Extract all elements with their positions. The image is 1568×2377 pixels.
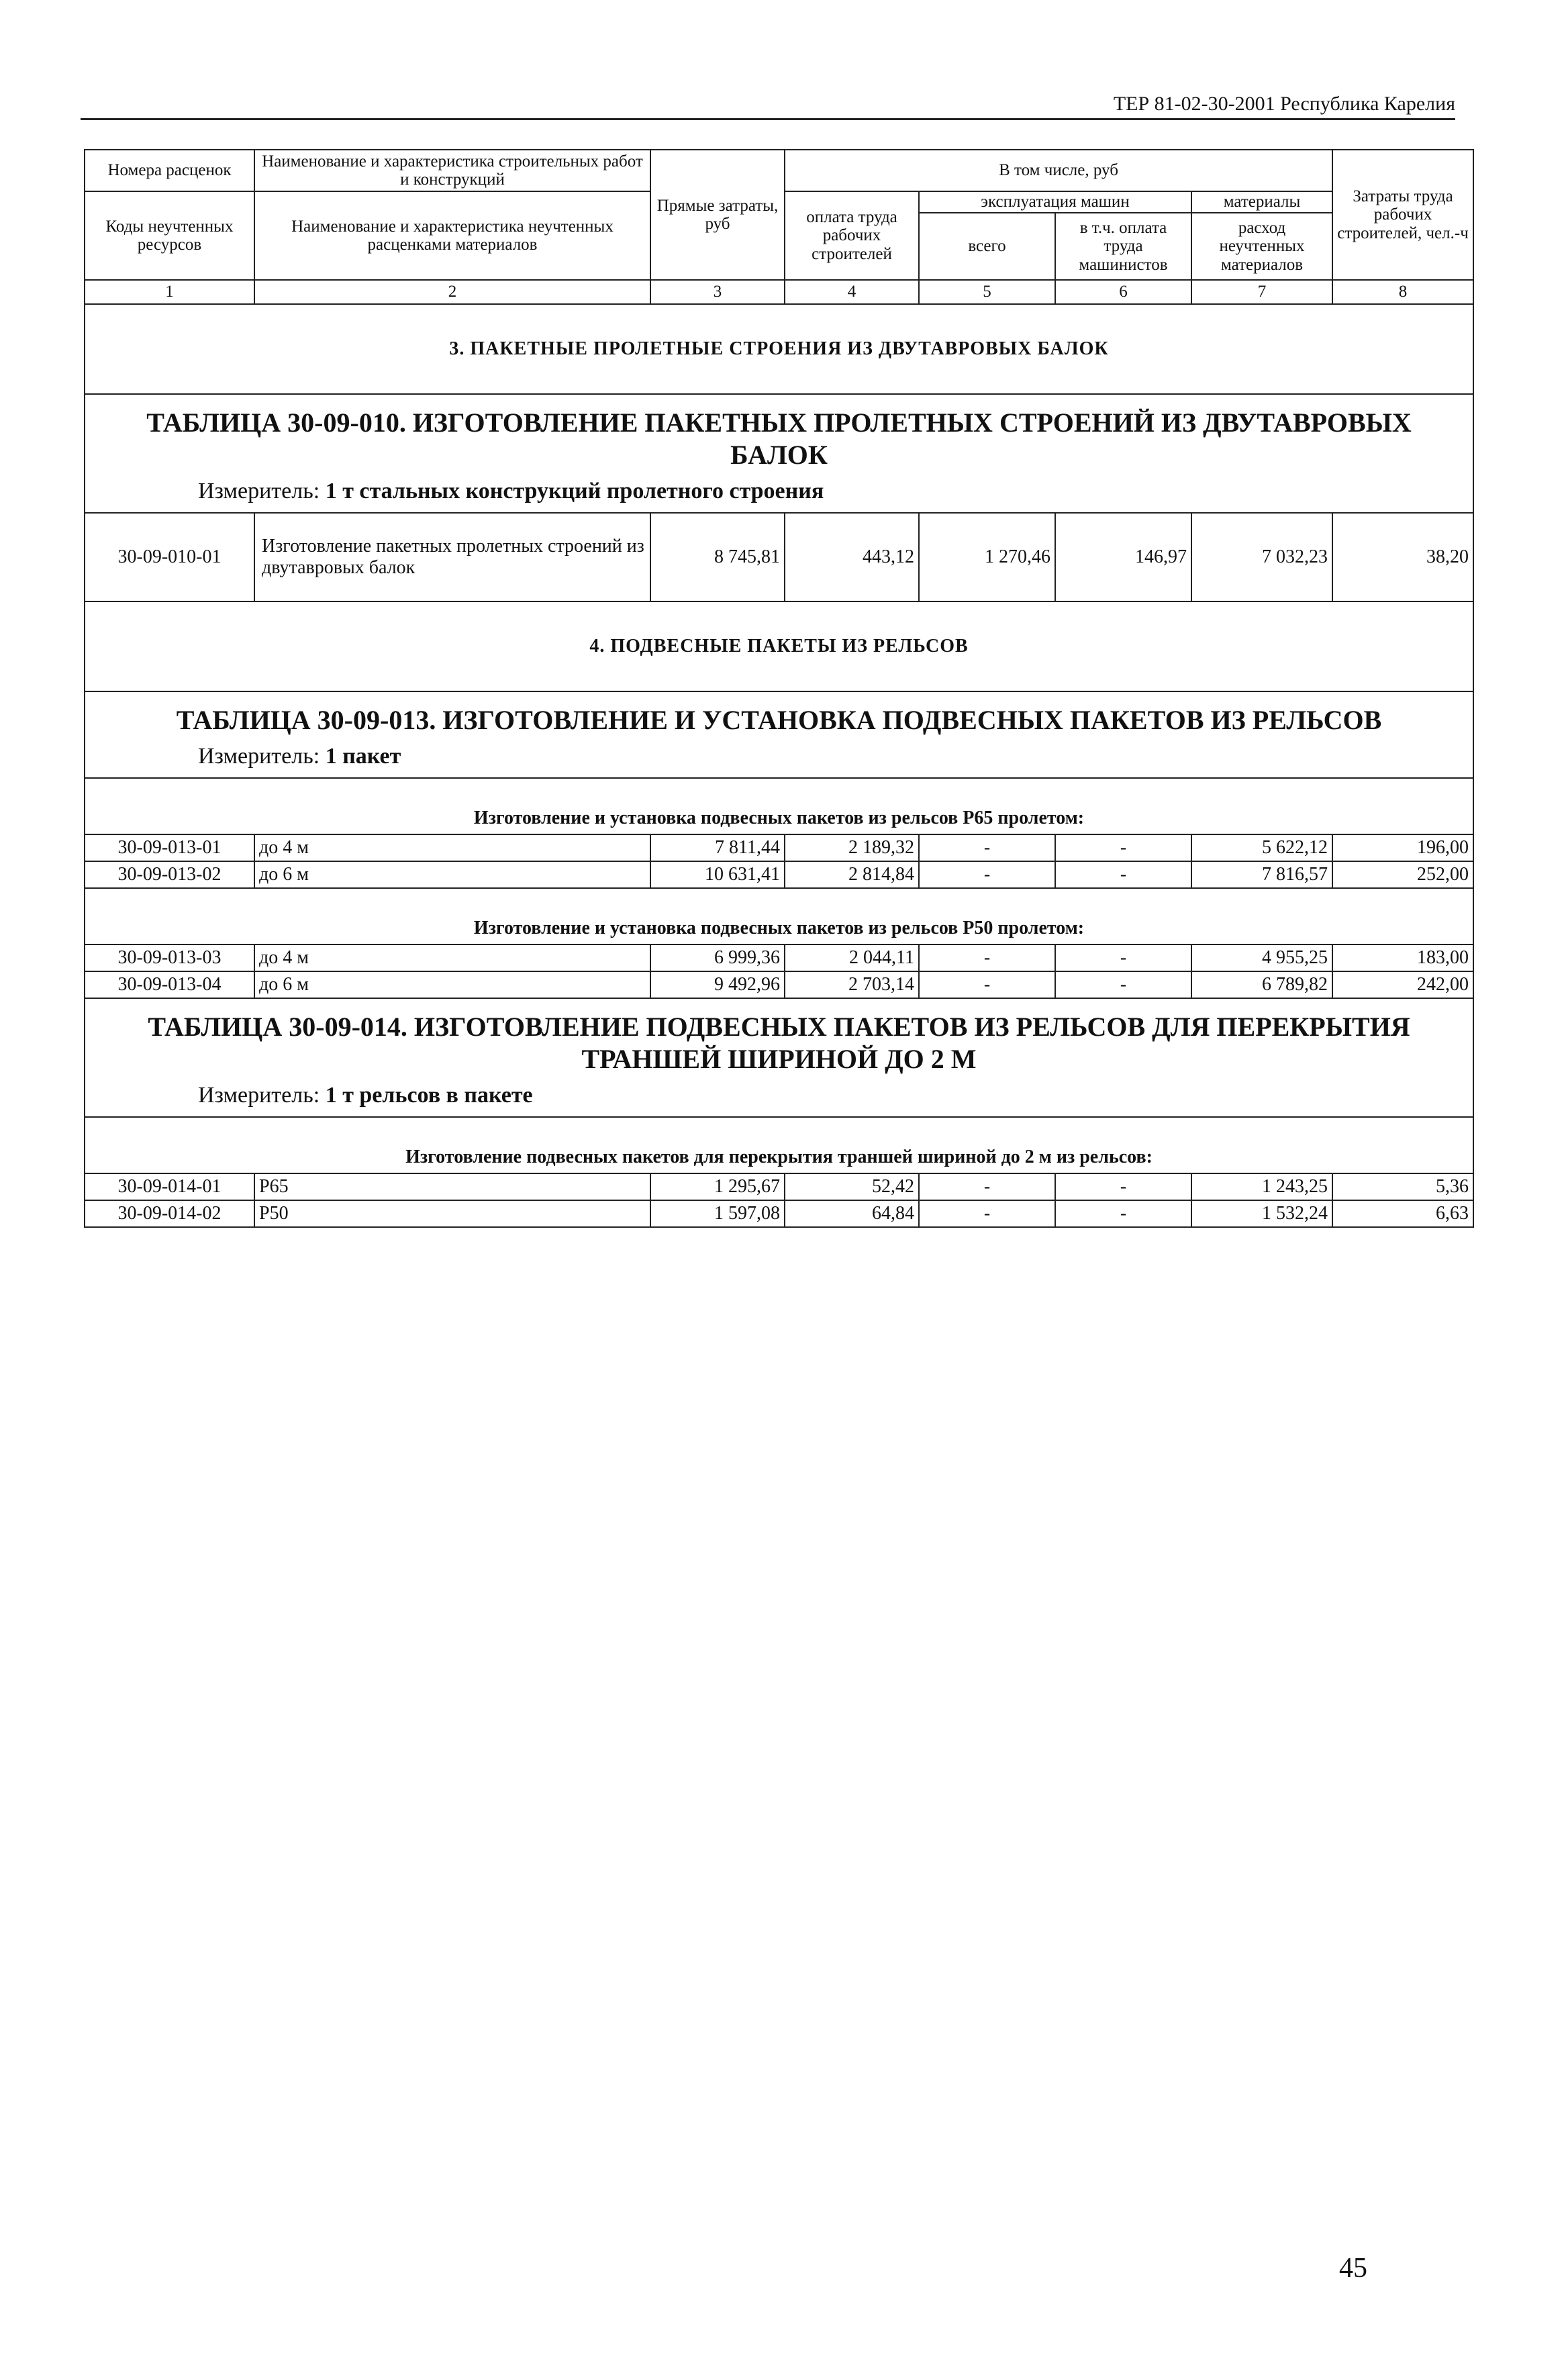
header-machines: эксплуатация машин [919,191,1191,213]
machinist-pay: - [1055,834,1191,861]
col-number: 5 [919,280,1055,304]
direct-costs: 7 811,44 [650,834,785,861]
table-row [85,1173,1473,1200]
table-title: ТАБЛИЦА 30-09-010. ИЗГОТОВЛЕНИЕ ПАКЕТНЫХ ПРОЛЕТНЫХ СТРОЕНИЙ ИЗ ДВУТАВРОВЫХ БАЛОК [146,407,1412,470]
col-number: 3 [650,280,785,304]
table-row [85,834,1473,861]
machines-total: 1 270,46 [919,513,1055,601]
col-number: 6 [1055,280,1191,304]
header-machines-total: всего [919,213,1055,280]
measure-value: 1 т стальных конструкций пролетного строения [325,479,824,503]
machinist-pay: - [1055,1200,1191,1227]
rate-code: 30-09-013-04 [85,971,254,998]
col-number: 4 [785,280,919,304]
table-row [85,1200,1473,1227]
page-number: 45 [1339,2253,1367,2284]
materials: 7 816,57 [1191,861,1332,888]
table-row [85,513,1473,601]
labor-hours: 38,20 [1332,513,1473,601]
machinist-pay: - [1055,971,1191,998]
measure-line [97,478,1461,504]
col-number: 1 [85,280,254,304]
header-work-name: Наименование и характеристика строительных работ и конструкций [254,150,650,191]
materials: 6 789,82 [1191,971,1332,998]
header-materials-name: Наименование и характеристика неучтенных расценками материалов [254,191,650,280]
table-heading [85,691,1473,778]
work-name: до 4 м [254,834,650,861]
table-heading [85,998,1473,1117]
rate-code: 30-09-014-01 [85,1173,254,1200]
header-rate-numbers: Номера расценок [85,150,254,191]
group-subheading: Изготовление и установка подвесных пакетов из рельсов Р50 пролетом: [85,888,1473,944]
labor-pay: 2 044,11 [785,944,919,971]
header-material-use: расход неучтенных материалов [1191,213,1332,280]
direct-costs: 10 631,41 [650,861,785,888]
work-name: до 6 м [254,861,650,888]
materials: 4 955,25 [1191,944,1332,971]
machinist-pay: - [1055,1173,1191,1200]
col-number: 7 [1191,280,1332,304]
labor-pay: 64,84 [785,1200,919,1227]
rates-table [84,149,1474,1228]
materials: 7 032,23 [1191,513,1332,601]
table-row [85,861,1473,888]
materials: 1 243,25 [1191,1173,1332,1200]
measure-line [97,743,1461,769]
machines-total: - [919,1200,1055,1227]
labor-hours: 6,63 [1332,1200,1473,1227]
header-labor-pay: оплата труда рабочих строителей [785,191,919,280]
rate-code: 30-09-013-02 [85,861,254,888]
table-title: ТАБЛИЦА 30-09-013. ИЗГОТОВЛЕНИЕ И УСТАНОВКА ПОДВЕСНЫХ ПАКЕТОВ ИЗ РЕЛЬСОВ [176,705,1382,736]
machinist-pay: - [1055,861,1191,888]
rate-code: 30-09-013-03 [85,944,254,971]
labor-hours: 252,00 [1332,861,1473,888]
machines-total: - [919,861,1055,888]
materials: 5 622,12 [1191,834,1332,861]
direct-costs: 1 295,67 [650,1173,785,1200]
table-row [85,944,1473,971]
col-number: 8 [1332,280,1473,304]
section-title: 3. ПАКЕТНЫЕ ПРОЛЕТНЫЕ СТРОЕНИЯ ИЗ ДВУТАВРОВЫХ БАЛОК [85,304,1473,394]
table-title: ТАБЛИЦА 30-09-014. ИЗГОТОВЛЕНИЕ ПОДВЕСНЫХ ПАКЕТОВ ИЗ РЕЛЬСОВ ДЛЯ ПЕРЕКРЫТИЯ ТРАНШЕЙ ШИРИНОЙ ДО 2 М [148,1012,1410,1075]
group-subheading: Изготовление подвесных пакетов для перекрытия траншей шириной до 2 м из рельсов: [85,1117,1473,1173]
header-resource-codes: Коды неучтенных ресурсов [85,191,254,280]
header-materials: материалы [1191,191,1332,213]
work-name: до 6 м [254,971,650,998]
machines-total: - [919,834,1055,861]
section-title: 4. ПОДВЕСНЫЕ ПАКЕТЫ ИЗ РЕЛЬСОВ [85,601,1473,691]
measure-value: 1 т рельсов в пакете [325,1083,533,1108]
table-heading [85,394,1473,513]
work-name: Изготовление пакетных пролетных строений из двутавровых балок [254,513,650,601]
measure-line [97,1082,1461,1108]
group-subheading: Изготовление и установка подвесных пакетов из рельсов Р65 пролетом: [85,778,1473,834]
direct-costs: 8 745,81 [650,513,785,601]
work-name: Р65 [254,1173,650,1200]
rate-code: 30-09-010-01 [85,513,254,601]
work-name: Р50 [254,1200,650,1227]
measure-value: 1 пакет [325,744,401,769]
measure-label: Измеритель: [198,479,320,503]
materials: 1 532,24 [1191,1200,1332,1227]
machinist-pay: 146,97 [1055,513,1191,601]
machines-total: - [919,971,1055,998]
labor-pay: 2 703,14 [785,971,919,998]
table-row [85,971,1473,998]
col-number: 2 [254,280,650,304]
labor-hours: 5,36 [1332,1173,1473,1200]
labor-pay: 2 189,32 [785,834,919,861]
machines-total: - [919,1173,1055,1200]
measure-label: Измеритель: [198,1083,320,1108]
labor-pay: 443,12 [785,513,919,601]
labor-pay: 52,42 [785,1173,919,1200]
machinist-pay: - [1055,944,1191,971]
running-header: ТЕР 81-02-30-2001 Республика Карелия [81,93,1455,120]
header-including: В том числе, руб [785,150,1332,191]
header-machinist-pay: в т.ч. оплата труда машинистов [1055,213,1191,280]
measure-label: Измеритель: [198,744,320,769]
rate-code: 30-09-014-02 [85,1200,254,1227]
direct-costs: 6 999,36 [650,944,785,971]
rate-code: 30-09-013-01 [85,834,254,861]
header-labor-hours: Затраты труда рабочих строителей, чел.-ч [1332,150,1473,280]
labor-pay: 2 814,84 [785,861,919,888]
header-direct-costs: Прямые затраты, руб [650,150,785,280]
machines-total: - [919,944,1055,971]
labor-hours: 183,00 [1332,944,1473,971]
labor-hours: 196,00 [1332,834,1473,861]
direct-costs: 9 492,96 [650,971,785,998]
labor-hours: 242,00 [1332,971,1473,998]
work-name: до 4 м [254,944,650,971]
direct-costs: 1 597,08 [650,1200,785,1227]
